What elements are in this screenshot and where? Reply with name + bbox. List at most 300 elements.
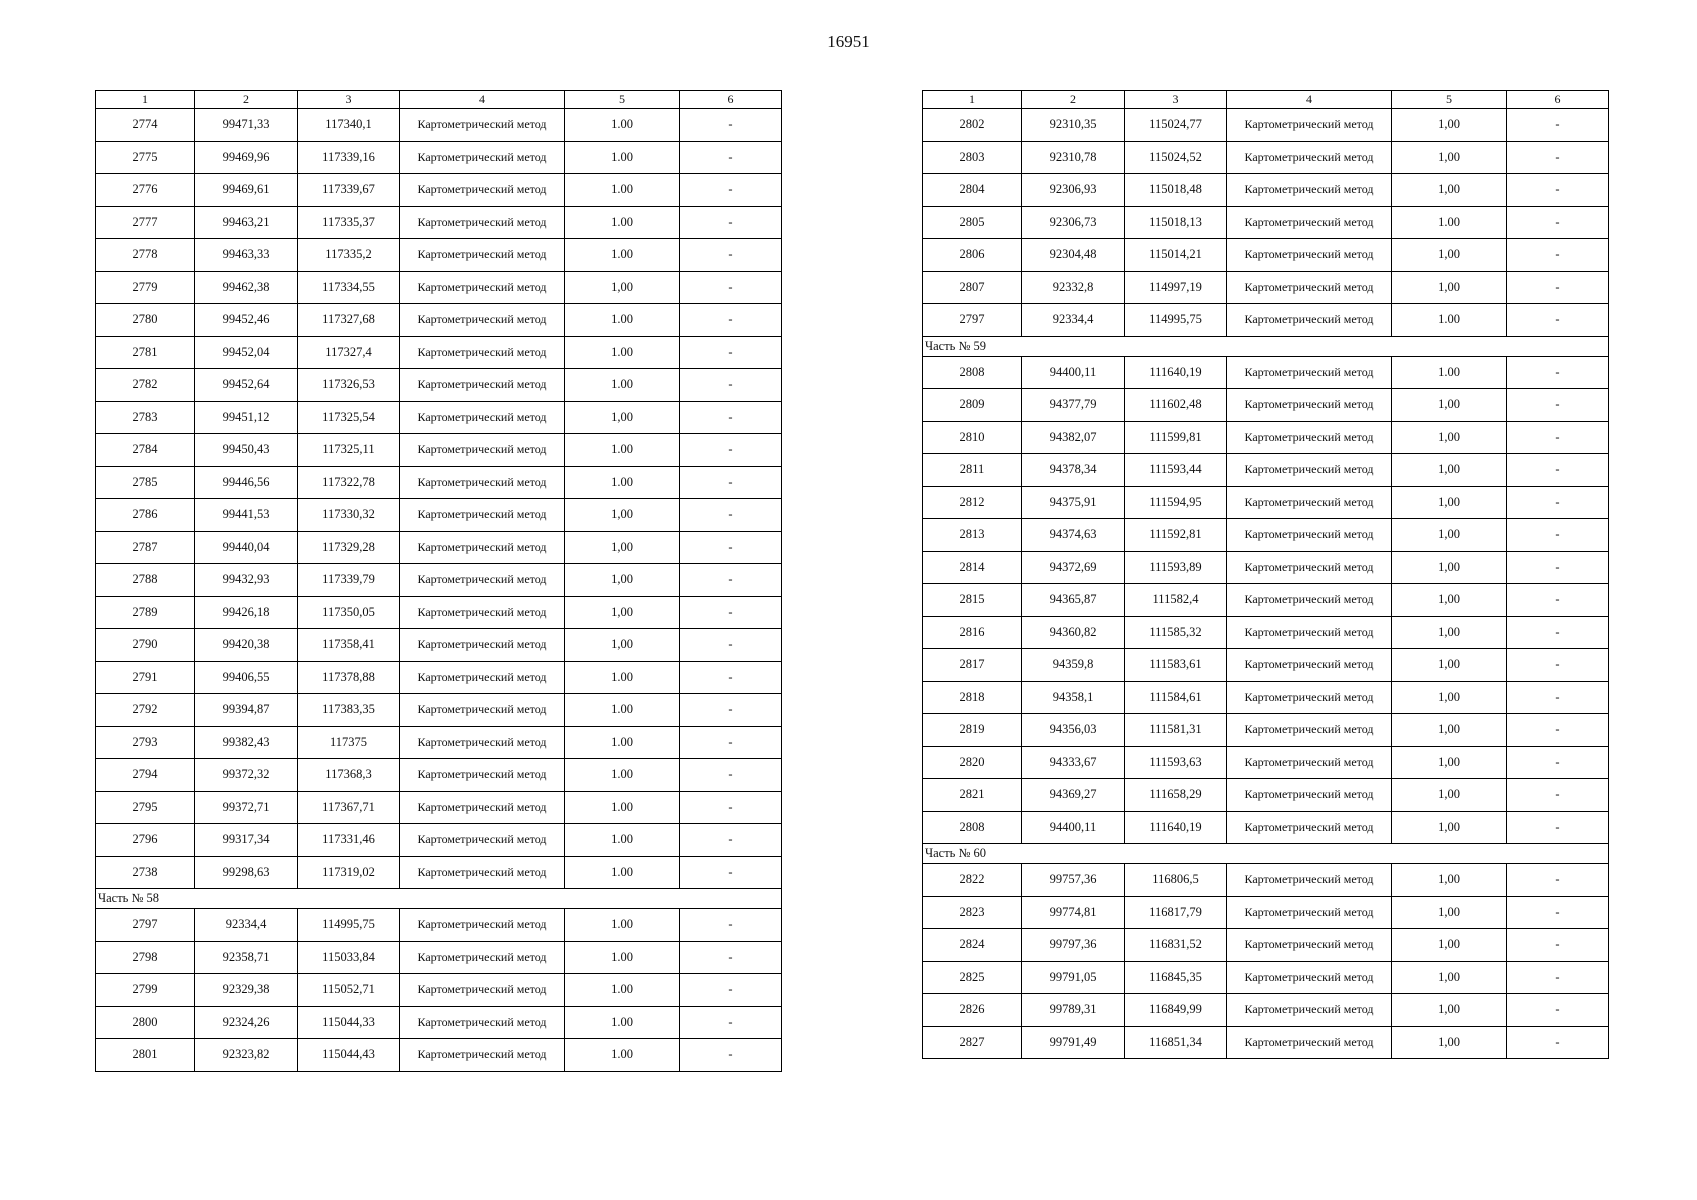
point-number-cell: 2797 bbox=[96, 909, 195, 942]
table-row bbox=[96, 791, 782, 824]
description-cell: - bbox=[680, 909, 782, 942]
accuracy-cell: 1,00 bbox=[565, 629, 680, 662]
x-coordinate-cell: 99426,18 bbox=[195, 596, 298, 629]
method-cell: Картометрический метод bbox=[1227, 994, 1392, 1027]
accuracy-cell: 1.00 bbox=[565, 141, 680, 174]
point-number-cell: 2802 bbox=[923, 109, 1022, 142]
description-cell: - bbox=[1507, 519, 1609, 552]
y-coordinate-cell: 117367,71 bbox=[298, 791, 400, 824]
x-coordinate-cell: 94372,69 bbox=[1022, 551, 1125, 584]
x-coordinate-cell: 94374,63 bbox=[1022, 519, 1125, 552]
y-coordinate-cell: 111593,63 bbox=[1125, 746, 1227, 779]
point-number-cell: 2821 bbox=[923, 779, 1022, 812]
table-row bbox=[923, 389, 1609, 422]
point-number-cell: 2801 bbox=[96, 1039, 195, 1072]
method-cell: Картометрический метод bbox=[1227, 141, 1392, 174]
accuracy-cell: 1,00 bbox=[1392, 519, 1507, 552]
x-coordinate-cell: 94375,91 bbox=[1022, 486, 1125, 519]
accuracy-cell: 1,00 bbox=[1392, 454, 1507, 487]
point-number-cell: 2780 bbox=[96, 304, 195, 337]
table-row bbox=[96, 564, 782, 597]
section-label: Часть № 58 bbox=[96, 889, 782, 909]
point-number-cell: 2788 bbox=[96, 564, 195, 597]
table-row bbox=[96, 1039, 782, 1072]
x-coordinate-cell: 99452,46 bbox=[195, 304, 298, 337]
description-cell: - bbox=[680, 694, 782, 727]
method-cell: Картометрический метод bbox=[1227, 929, 1392, 962]
point-number-cell: 2827 bbox=[923, 1026, 1022, 1059]
accuracy-cell: 1,00 bbox=[1392, 994, 1507, 1027]
y-coordinate-cell: 111640,19 bbox=[1125, 811, 1227, 844]
y-coordinate-cell: 111582,4 bbox=[1125, 584, 1227, 617]
y-coordinate-cell: 111594,95 bbox=[1125, 486, 1227, 519]
point-number-cell: 2785 bbox=[96, 466, 195, 499]
y-coordinate-cell: 116806,5 bbox=[1125, 864, 1227, 897]
accuracy-cell: 1,00 bbox=[1392, 864, 1507, 897]
table-row bbox=[96, 974, 782, 1007]
x-coordinate-cell: 99469,96 bbox=[195, 141, 298, 174]
method-cell: Картометрический метод bbox=[400, 564, 565, 597]
method-cell: Картометрический метод bbox=[1227, 864, 1392, 897]
point-number-cell: 2803 bbox=[923, 141, 1022, 174]
table-row bbox=[923, 616, 1609, 649]
x-coordinate-cell: 99446,56 bbox=[195, 466, 298, 499]
point-number-cell: 2787 bbox=[96, 531, 195, 564]
description-cell: - bbox=[680, 304, 782, 337]
description-cell: - bbox=[1507, 994, 1609, 1027]
method-cell: Картометрический метод bbox=[400, 791, 565, 824]
table-body-right bbox=[923, 109, 1609, 1059]
y-coordinate-cell: 117375 bbox=[298, 726, 400, 759]
point-number-cell: 2807 bbox=[923, 271, 1022, 304]
method-cell: Картометрический метод bbox=[1227, 681, 1392, 714]
method-cell: Картометрический метод bbox=[1227, 519, 1392, 552]
point-number-cell: 2810 bbox=[923, 421, 1022, 454]
method-cell: Картометрический метод bbox=[1227, 174, 1392, 207]
description-cell: - bbox=[1507, 109, 1609, 142]
x-coordinate-cell: 99774,81 bbox=[1022, 896, 1125, 929]
x-coordinate-cell: 99462,38 bbox=[195, 271, 298, 304]
coordinates-table-left bbox=[95, 90, 782, 1072]
description-cell: - bbox=[1507, 141, 1609, 174]
y-coordinate-cell: 117327,4 bbox=[298, 336, 400, 369]
x-coordinate-cell: 99469,61 bbox=[195, 174, 298, 207]
table-row bbox=[96, 434, 782, 467]
table-row bbox=[96, 629, 782, 662]
table-row bbox=[923, 649, 1609, 682]
y-coordinate-cell: 114995,75 bbox=[298, 909, 400, 942]
table-row bbox=[923, 961, 1609, 994]
description-cell: - bbox=[1507, 551, 1609, 584]
table-row bbox=[96, 239, 782, 272]
x-coordinate-cell: 99372,71 bbox=[195, 791, 298, 824]
x-coordinate-cell: 92324,26 bbox=[195, 1006, 298, 1039]
method-cell: Картометрический метод bbox=[400, 141, 565, 174]
y-coordinate-cell: 111583,61 bbox=[1125, 649, 1227, 682]
y-coordinate-cell: 111592,81 bbox=[1125, 519, 1227, 552]
y-coordinate-cell: 116817,79 bbox=[1125, 896, 1227, 929]
point-number-cell: 2814 bbox=[923, 551, 1022, 584]
point-number-cell: 2812 bbox=[923, 486, 1022, 519]
description-cell: - bbox=[1507, 1026, 1609, 1059]
method-cell: Картометрический метод bbox=[1227, 1026, 1392, 1059]
x-coordinate-cell: 99372,32 bbox=[195, 759, 298, 792]
accuracy-cell: 1.00 bbox=[1392, 356, 1507, 389]
description-cell: - bbox=[1507, 811, 1609, 844]
point-number-cell: 2800 bbox=[96, 1006, 195, 1039]
method-cell: Картометрический метод bbox=[400, 1006, 565, 1039]
y-coordinate-cell: 115044,43 bbox=[298, 1039, 400, 1072]
method-cell: Картометрический метод bbox=[1227, 779, 1392, 812]
method-cell: Картометрический метод bbox=[1227, 896, 1392, 929]
y-coordinate-cell: 117327,68 bbox=[298, 304, 400, 337]
method-cell: Картометрический метод bbox=[1227, 714, 1392, 747]
y-coordinate-cell: 115052,71 bbox=[298, 974, 400, 1007]
table-row bbox=[923, 681, 1609, 714]
y-coordinate-cell: 117340,1 bbox=[298, 109, 400, 142]
x-coordinate-cell: 94359,8 bbox=[1022, 649, 1125, 682]
method-cell: Картометрический метод bbox=[400, 304, 565, 337]
y-coordinate-cell: 115033,84 bbox=[298, 941, 400, 974]
description-cell: - bbox=[680, 791, 782, 824]
accuracy-cell: 1,00 bbox=[1392, 109, 1507, 142]
y-coordinate-cell: 117350,05 bbox=[298, 596, 400, 629]
accuracy-cell: 1.00 bbox=[565, 974, 680, 1007]
x-coordinate-cell: 94382,07 bbox=[1022, 421, 1125, 454]
point-number-cell: 2805 bbox=[923, 206, 1022, 239]
description-cell: - bbox=[1507, 616, 1609, 649]
y-coordinate-cell: 114995,75 bbox=[1125, 304, 1227, 337]
accuracy-cell: 1,00 bbox=[1392, 746, 1507, 779]
accuracy-cell: 1.00 bbox=[565, 856, 680, 889]
method-cell: Картометрический метод bbox=[1227, 746, 1392, 779]
description-cell: - bbox=[680, 596, 782, 629]
point-number-cell: 2813 bbox=[923, 519, 1022, 552]
description-cell: - bbox=[680, 466, 782, 499]
table-row bbox=[96, 401, 782, 434]
table-row bbox=[923, 109, 1609, 142]
method-cell: Картометрический метод bbox=[1227, 206, 1392, 239]
point-number-cell: 2808 bbox=[923, 356, 1022, 389]
method-cell: Картометрический метод bbox=[400, 271, 565, 304]
accuracy-cell: 1,00 bbox=[1392, 271, 1507, 304]
description-cell: - bbox=[1507, 929, 1609, 962]
description-cell: - bbox=[1507, 206, 1609, 239]
accuracy-cell: 1,00 bbox=[1392, 174, 1507, 207]
table-row bbox=[923, 141, 1609, 174]
description-cell: - bbox=[680, 1006, 782, 1039]
point-number-cell: 2797 bbox=[923, 304, 1022, 337]
column-header: 4 bbox=[1227, 91, 1392, 109]
column-header: 5 bbox=[565, 91, 680, 109]
method-cell: Картометрический метод bbox=[400, 499, 565, 532]
method-cell: Картометрический метод bbox=[1227, 454, 1392, 487]
description-cell: - bbox=[1507, 649, 1609, 682]
point-number-cell: 2820 bbox=[923, 746, 1022, 779]
description-cell: - bbox=[1507, 239, 1609, 272]
table-row bbox=[96, 499, 782, 532]
point-number-cell: 2824 bbox=[923, 929, 1022, 962]
y-coordinate-cell: 111581,31 bbox=[1125, 714, 1227, 747]
accuracy-cell: 1,00 bbox=[1392, 486, 1507, 519]
y-coordinate-cell: 111584,61 bbox=[1125, 681, 1227, 714]
x-coordinate-cell: 99791,49 bbox=[1022, 1026, 1125, 1059]
column-header: 6 bbox=[680, 91, 782, 109]
accuracy-cell: 1.00 bbox=[565, 206, 680, 239]
table-row bbox=[923, 239, 1609, 272]
accuracy-cell: 1.00 bbox=[565, 369, 680, 402]
accuracy-cell: 1,00 bbox=[1392, 714, 1507, 747]
point-number-cell: 2786 bbox=[96, 499, 195, 532]
table-row bbox=[96, 336, 782, 369]
x-coordinate-cell: 92304,48 bbox=[1022, 239, 1125, 272]
y-coordinate-cell: 117358,41 bbox=[298, 629, 400, 662]
y-coordinate-cell: 117326,53 bbox=[298, 369, 400, 402]
point-number-cell: 2819 bbox=[923, 714, 1022, 747]
point-number-cell: 2825 bbox=[923, 961, 1022, 994]
column-header: 6 bbox=[1507, 91, 1609, 109]
point-number-cell: 2782 bbox=[96, 369, 195, 402]
y-coordinate-cell: 115018,48 bbox=[1125, 174, 1227, 207]
method-cell: Картометрический метод bbox=[400, 401, 565, 434]
table-row bbox=[96, 596, 782, 629]
description-cell: - bbox=[1507, 961, 1609, 994]
method-cell: Картометрический метод bbox=[1227, 421, 1392, 454]
description-cell: - bbox=[1507, 746, 1609, 779]
x-coordinate-cell: 99441,53 bbox=[195, 499, 298, 532]
accuracy-cell: 1.00 bbox=[565, 694, 680, 727]
point-number-cell: 2811 bbox=[923, 454, 1022, 487]
method-cell: Картометрический метод bbox=[1227, 239, 1392, 272]
x-coordinate-cell: 94400,11 bbox=[1022, 356, 1125, 389]
description-cell: - bbox=[1507, 174, 1609, 207]
method-cell: Картометрический метод bbox=[400, 759, 565, 792]
column-header: 1 bbox=[96, 91, 195, 109]
table-row bbox=[96, 726, 782, 759]
x-coordinate-cell: 92332,8 bbox=[1022, 271, 1125, 304]
table-row bbox=[96, 661, 782, 694]
accuracy-cell: 1.00 bbox=[565, 941, 680, 974]
description-cell: - bbox=[1507, 584, 1609, 617]
description-cell: - bbox=[1507, 454, 1609, 487]
description-cell: - bbox=[680, 369, 782, 402]
table-row bbox=[96, 141, 782, 174]
point-number-cell: 2779 bbox=[96, 271, 195, 304]
accuracy-cell: 1.00 bbox=[565, 239, 680, 272]
description-cell: - bbox=[1507, 389, 1609, 422]
method-cell: Картометрический метод bbox=[400, 661, 565, 694]
table-row bbox=[923, 896, 1609, 929]
accuracy-cell: 1.00 bbox=[565, 909, 680, 942]
x-coordinate-cell: 99432,93 bbox=[195, 564, 298, 597]
section-row bbox=[923, 844, 1609, 864]
description-cell: - bbox=[680, 206, 782, 239]
method-cell: Картометрический метод bbox=[1227, 356, 1392, 389]
accuracy-cell: 1,00 bbox=[1392, 961, 1507, 994]
accuracy-cell: 1.00 bbox=[565, 791, 680, 824]
accuracy-cell: 1,00 bbox=[1392, 239, 1507, 272]
method-cell: Картометрический метод bbox=[400, 531, 565, 564]
method-cell: Картометрический метод bbox=[400, 694, 565, 727]
table-row bbox=[923, 746, 1609, 779]
method-cell: Картометрический метод bbox=[400, 174, 565, 207]
point-number-cell: 2809 bbox=[923, 389, 1022, 422]
accuracy-cell: 1,00 bbox=[1392, 389, 1507, 422]
method-cell: Картометрический метод bbox=[400, 109, 565, 142]
method-cell: Картометрический метод bbox=[400, 596, 565, 629]
accuracy-cell: 1,00 bbox=[1392, 779, 1507, 812]
section-row bbox=[96, 889, 782, 909]
y-coordinate-cell: 116831,52 bbox=[1125, 929, 1227, 962]
description-cell: - bbox=[1507, 864, 1609, 897]
x-coordinate-cell: 99463,33 bbox=[195, 239, 298, 272]
y-coordinate-cell: 117378,88 bbox=[298, 661, 400, 694]
table-row bbox=[923, 454, 1609, 487]
point-number-cell: 2804 bbox=[923, 174, 1022, 207]
accuracy-cell: 1.00 bbox=[565, 336, 680, 369]
table-row bbox=[96, 941, 782, 974]
y-coordinate-cell: 111593,89 bbox=[1125, 551, 1227, 584]
y-coordinate-cell: 117322,78 bbox=[298, 466, 400, 499]
x-coordinate-cell: 92306,73 bbox=[1022, 206, 1125, 239]
accuracy-cell: 1,00 bbox=[565, 596, 680, 629]
table-row bbox=[923, 206, 1609, 239]
accuracy-cell: 1,00 bbox=[565, 564, 680, 597]
y-coordinate-cell: 117339,67 bbox=[298, 174, 400, 207]
column-header: 4 bbox=[400, 91, 565, 109]
accuracy-cell: 1,00 bbox=[1392, 551, 1507, 584]
point-number-cell: 2826 bbox=[923, 994, 1022, 1027]
x-coordinate-cell: 94377,79 bbox=[1022, 389, 1125, 422]
accuracy-cell: 1,00 bbox=[565, 499, 680, 532]
y-coordinate-cell: 115024,52 bbox=[1125, 141, 1227, 174]
x-coordinate-cell: 99394,87 bbox=[195, 694, 298, 727]
x-coordinate-cell: 94333,67 bbox=[1022, 746, 1125, 779]
x-coordinate-cell: 92310,78 bbox=[1022, 141, 1125, 174]
x-coordinate-cell: 99789,31 bbox=[1022, 994, 1125, 1027]
x-coordinate-cell: 94400,11 bbox=[1022, 811, 1125, 844]
description-cell: - bbox=[680, 1039, 782, 1072]
method-cell: Картометрический метод bbox=[400, 909, 565, 942]
table-row bbox=[923, 304, 1609, 337]
accuracy-cell: 1.00 bbox=[565, 726, 680, 759]
method-cell: Картометрический метод bbox=[400, 856, 565, 889]
column-header: 2 bbox=[195, 91, 298, 109]
table-row bbox=[923, 421, 1609, 454]
table-row bbox=[923, 1026, 1609, 1059]
table-row bbox=[96, 909, 782, 942]
x-coordinate-cell: 94358,1 bbox=[1022, 681, 1125, 714]
y-coordinate-cell: 115044,33 bbox=[298, 1006, 400, 1039]
method-cell: Картометрический метод bbox=[400, 1039, 565, 1072]
column-header: 5 bbox=[1392, 91, 1507, 109]
x-coordinate-cell: 92358,71 bbox=[195, 941, 298, 974]
accuracy-cell: 1,00 bbox=[1392, 1026, 1507, 1059]
method-cell: Картометрический метод bbox=[1227, 616, 1392, 649]
y-coordinate-cell: 117330,32 bbox=[298, 499, 400, 532]
description-cell: - bbox=[680, 109, 782, 142]
table-row bbox=[96, 694, 782, 727]
x-coordinate-cell: 94378,34 bbox=[1022, 454, 1125, 487]
accuracy-cell: 1,00 bbox=[565, 531, 680, 564]
description-cell: - bbox=[1507, 896, 1609, 929]
point-number-cell: 2817 bbox=[923, 649, 1022, 682]
description-cell: - bbox=[680, 661, 782, 694]
method-cell: Картометрический метод bbox=[1227, 304, 1392, 337]
description-cell: - bbox=[680, 401, 782, 434]
description-cell: - bbox=[1507, 304, 1609, 337]
point-number-cell: 2791 bbox=[96, 661, 195, 694]
method-cell: Картометрический метод bbox=[400, 824, 565, 857]
y-coordinate-cell: 117325,11 bbox=[298, 434, 400, 467]
table-row bbox=[923, 929, 1609, 962]
description-cell: - bbox=[680, 759, 782, 792]
y-coordinate-cell: 117329,28 bbox=[298, 531, 400, 564]
table-row bbox=[96, 466, 782, 499]
x-coordinate-cell: 94356,03 bbox=[1022, 714, 1125, 747]
y-coordinate-cell: 115024,77 bbox=[1125, 109, 1227, 142]
section-row bbox=[923, 336, 1609, 356]
accuracy-cell: 1,00 bbox=[1392, 649, 1507, 682]
table-row bbox=[923, 356, 1609, 389]
page-number: 16951 bbox=[827, 32, 870, 51]
y-coordinate-cell: 111640,19 bbox=[1125, 356, 1227, 389]
accuracy-cell: 1,00 bbox=[1392, 616, 1507, 649]
point-number-cell: 2799 bbox=[96, 974, 195, 1007]
x-coordinate-cell: 99452,04 bbox=[195, 336, 298, 369]
method-cell: Картометрический метод bbox=[400, 206, 565, 239]
point-number-cell: 2795 bbox=[96, 791, 195, 824]
point-number-cell: 2775 bbox=[96, 141, 195, 174]
table-row bbox=[96, 109, 782, 142]
x-coordinate-cell: 99450,43 bbox=[195, 434, 298, 467]
x-coordinate-cell: 99298,63 bbox=[195, 856, 298, 889]
accuracy-cell: 1,00 bbox=[1392, 896, 1507, 929]
point-number-cell: 2818 bbox=[923, 681, 1022, 714]
x-coordinate-cell: 99440,04 bbox=[195, 531, 298, 564]
x-coordinate-cell: 99471,33 bbox=[195, 109, 298, 142]
y-coordinate-cell: 117319,02 bbox=[298, 856, 400, 889]
x-coordinate-cell: 92329,38 bbox=[195, 974, 298, 1007]
y-coordinate-cell: 115014,21 bbox=[1125, 239, 1227, 272]
y-coordinate-cell: 117335,2 bbox=[298, 239, 400, 272]
table-row bbox=[96, 856, 782, 889]
method-cell: Картометрический метод bbox=[1227, 486, 1392, 519]
column-header: 1 bbox=[923, 91, 1022, 109]
section-label: Часть № 60 bbox=[923, 844, 1609, 864]
description-cell: - bbox=[680, 271, 782, 304]
y-coordinate-cell: 111593,44 bbox=[1125, 454, 1227, 487]
description-cell: - bbox=[680, 941, 782, 974]
column-header: 3 bbox=[1125, 91, 1227, 109]
x-coordinate-cell: 99757,36 bbox=[1022, 864, 1125, 897]
description-cell: - bbox=[680, 141, 782, 174]
y-coordinate-cell: 111658,29 bbox=[1125, 779, 1227, 812]
point-number-cell: 2776 bbox=[96, 174, 195, 207]
table-row bbox=[96, 271, 782, 304]
table-row bbox=[923, 271, 1609, 304]
method-cell: Картометрический метод bbox=[400, 941, 565, 974]
description-cell: - bbox=[680, 434, 782, 467]
description-cell: - bbox=[1507, 271, 1609, 304]
accuracy-cell: 1.00 bbox=[565, 1039, 680, 1072]
accuracy-cell: 1,00 bbox=[1392, 681, 1507, 714]
table-row bbox=[96, 531, 782, 564]
x-coordinate-cell: 92323,82 bbox=[195, 1039, 298, 1072]
accuracy-cell: 1.00 bbox=[565, 434, 680, 467]
accuracy-cell: 1.00 bbox=[1392, 206, 1507, 239]
accuracy-cell: 1,00 bbox=[1392, 141, 1507, 174]
